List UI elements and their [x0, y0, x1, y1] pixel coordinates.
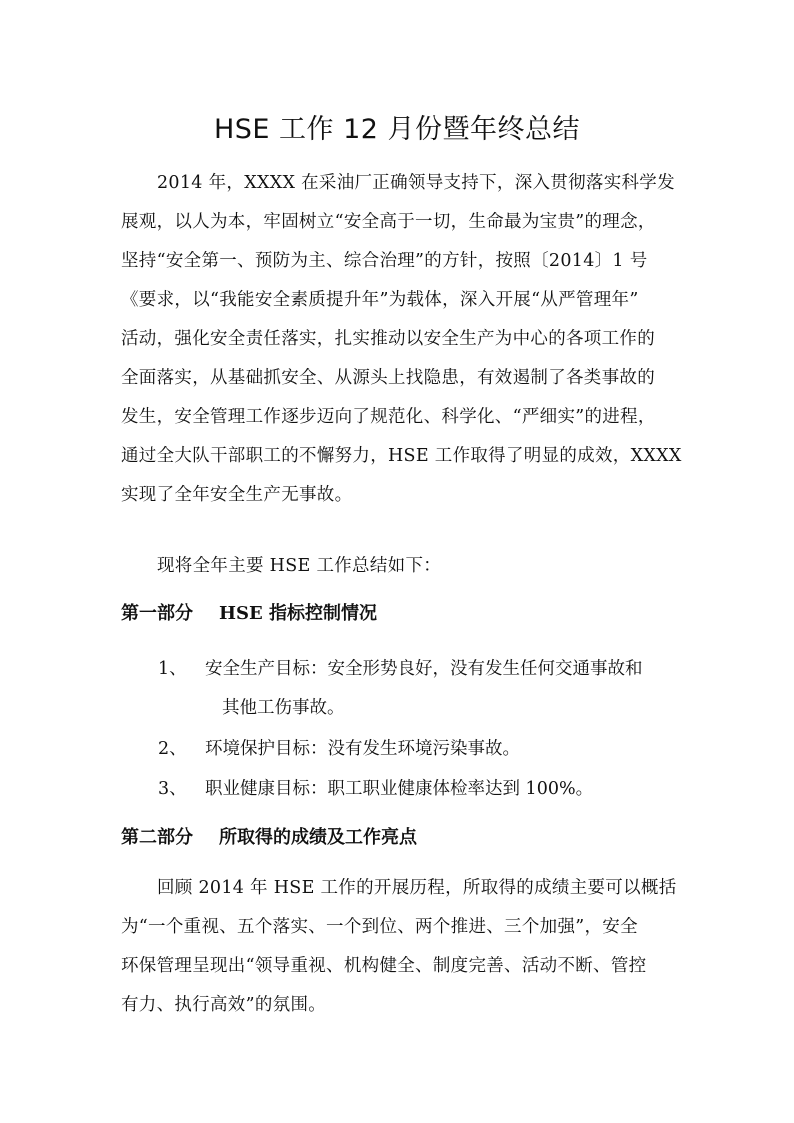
list-item-continuation: 其他工伤事故。: [222, 698, 345, 718]
list-item-number: 3、: [158, 779, 187, 799]
paragraph-line: 全面落实，从基础抓安全、从源头上找隐患，有效遏制了各类事故的: [121, 368, 655, 388]
paragraph-line: 通过全大队干部职工的不懈努力，HSE 工作取得了明显的成效，XXXX: [121, 446, 682, 466]
paragraph-line: 《要求，以“我能安全素质提升年”为载体，深入开展“从严管理年”: [121, 290, 639, 310]
section-2-heading: [121, 823, 417, 853]
paragraph-line: 现将全年主要 HSE 工作总结如下：: [157, 556, 442, 576]
paragraph-line: 发生，安全管理工作逐步迈向了规范化、科学化、“严细实”的进程，: [121, 407, 656, 427]
list-item: [158, 730, 520, 769]
document-title: HSE 工作 12 月份暨年终总结: [213, 114, 581, 145]
paragraph-line: 有力、执行高效”的氛围。: [121, 995, 327, 1015]
list-item: [158, 650, 643, 689]
summary-intro-paragraph: [121, 547, 677, 586]
section-1-label: 第一部分: [121, 603, 193, 624]
paragraph-line: 展观，以人为本，牢固树立“安全高于一切，生命最为宝贵”的理念，: [121, 212, 656, 232]
section-2-title: 所取得的成绩及工作亮点: [219, 827, 417, 848]
list-item-number: 1、: [158, 659, 187, 679]
section-1-heading: [121, 599, 377, 629]
paragraph-line: 回顾 2014 年 HSE 工作的开展历程，所取得的成绩主要可以概括: [157, 878, 677, 898]
list-item-text: 安全生产目标：安全形势良好，没有发生任何交通事故和: [205, 659, 643, 679]
list-item: [158, 770, 593, 809]
section-2-label: 第二部分: [121, 827, 193, 848]
paragraph-line: 环保管理呈现出“领导重视、机构健全、制度完善、活动不断、管控: [121, 956, 647, 976]
paragraph-line: 坚持“安全第一、预防为主、综合治理”的方针，按照〔2014〕1 号: [121, 251, 648, 271]
list-item-text: 职业健康目标：职工职业健康体检率达到 100%。: [205, 779, 594, 799]
intro-paragraph: [121, 164, 682, 515]
paragraph-line: 为“一个重视、五个落实、一个到位、两个推进、三个加强”，安全: [121, 917, 638, 937]
list-item-number: 2、: [158, 739, 187, 759]
paragraph-line: 实现了全年安全生产无事故。: [121, 485, 353, 505]
paragraph-line: 2014 年，XXXX 在采油厂正确领导支持下，深入贯彻落实科学发: [157, 173, 675, 193]
list-item-text: 环境保护目标：没有发生环境污染事故。: [205, 739, 520, 759]
paragraph-line: 活动，强化安全责任落实，扎实推动以安全生产为中心的各项工作的: [121, 329, 655, 349]
section-2-paragraph: [121, 869, 677, 1025]
section-1-title: HSE 指标控制情况: [219, 603, 377, 624]
